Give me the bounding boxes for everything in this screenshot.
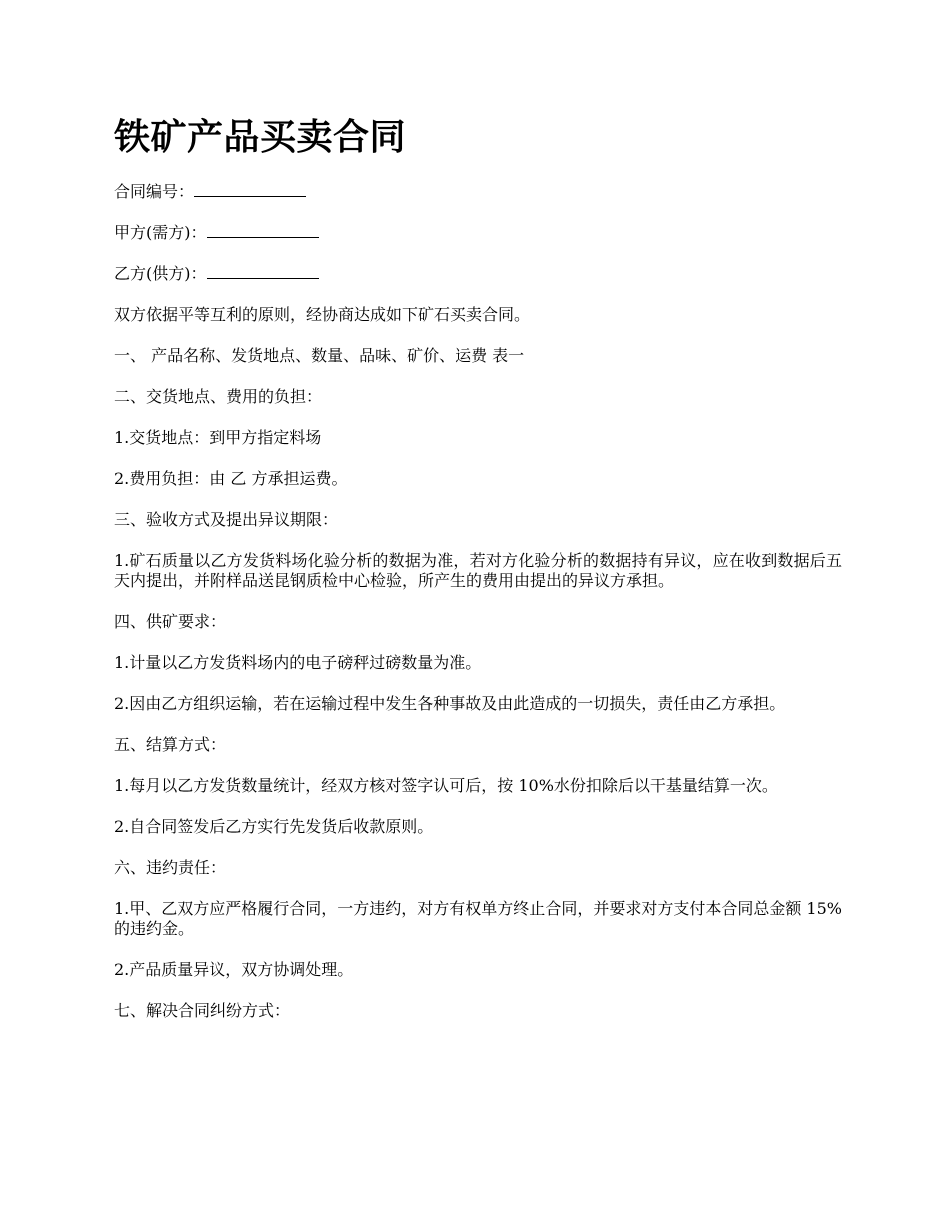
clause-paragraph: 2.自合同签发后乙方实行先发货后收款原则。	[114, 817, 434, 836]
clause-paragraph: 2.因由乙方组织运输，若在运输过程中发生各种事故及由此造成的一切损失，责任由乙方承担。	[114, 694, 786, 713]
clause-paragraph: 1.交货地点：到甲方指定料场	[114, 428, 322, 447]
clause-paragraph: 1.计量以乙方发货料场内的电子磅秤过磅数量为准。	[114, 653, 482, 672]
section-heading: 七、解决合同纠纷方式：	[114, 1001, 291, 1020]
blank-line	[194, 182, 306, 197]
section-heading: 五、结算方式：	[114, 735, 227, 754]
clause-paragraph: 2.产品质量异议，双方协调处理。	[114, 960, 354, 979]
document-page	[114, 112, 842, 1042]
party-a-field	[114, 223, 842, 243]
document-title: 铁矿产品买卖合同	[114, 116, 407, 158]
field-label: 乙方(供方)：	[114, 264, 207, 283]
clause-paragraph: 1.每月以乙方发货数量统计，经双方核对签字认可后，按 10%水份扣除后以干基量结算一次。	[114, 776, 778, 795]
field-label: 甲方(需方)：	[114, 223, 207, 242]
field-label: 合同编号：	[114, 182, 195, 201]
section-heading: 三、验收方式及提出异议期限：	[114, 510, 339, 529]
section-heading: 一、 产品名称、发货地点、数量、品味、矿价、运费 表一	[114, 346, 525, 365]
section-heading: 六、违约责任：	[114, 858, 227, 877]
intro-paragraph: 双方依据平等互利的原则，经协商达成如下矿石买卖合同。	[114, 305, 531, 324]
clause-paragraph: 1.甲、乙双方应严格履行合同，一方违约，对方有权单方终止合同，并要求对方支付本合同总金额 15%的违约金。	[114, 899, 842, 938]
clause-paragraph: 2.费用负担：由 乙 方承担运费。	[114, 469, 348, 488]
blank-line	[207, 223, 319, 238]
contract-number-field	[114, 182, 842, 202]
clause-paragraph: 1.矿石质量以乙方发货料场化验分析的数据为准，若对方化验分析的数据持有异议，应在收到数据后五天内提出，并附样品送昆钢质检中心检验，所产生的费用由提出的异议方承担。	[114, 551, 842, 590]
section-heading: 四、供矿要求：	[114, 612, 227, 631]
blank-line	[207, 264, 319, 279]
party-b-field	[114, 264, 842, 284]
section-heading: 二、交货地点、费用的负担：	[114, 387, 323, 406]
